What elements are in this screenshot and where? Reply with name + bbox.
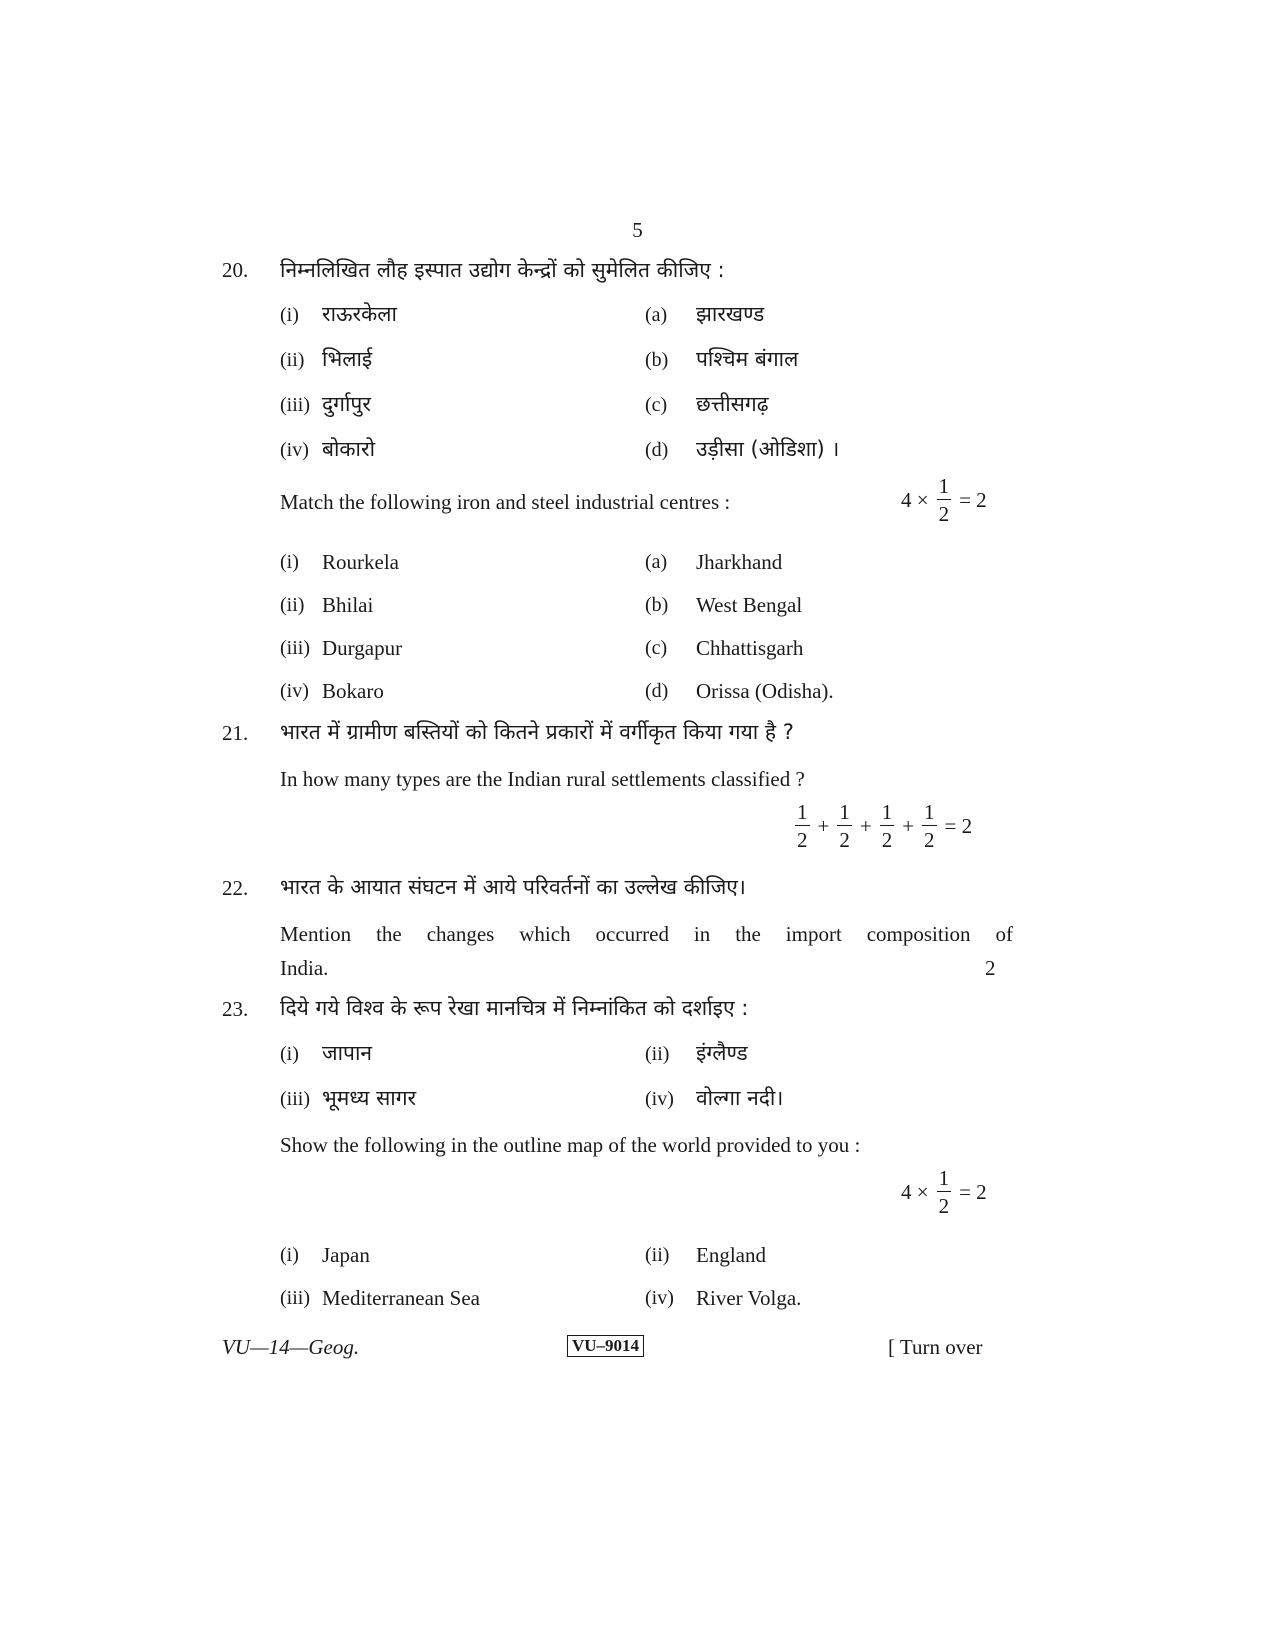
question-22-number: 22. [222,876,249,900]
option-label: (c) [645,394,668,416]
option-text: झारखण्ड [696,302,765,326]
option-label: (ii) [645,1043,670,1065]
option-label: (a) [645,304,668,326]
option-label: (ii) [280,349,305,371]
option-text: Jharkhand [696,550,783,574]
option-label: (b) [645,349,669,371]
option-label: (b) [645,594,669,616]
option-label: (i) [280,1244,299,1266]
page-number: 5 [632,218,643,242]
option-label: (c) [645,637,668,659]
marks-fraction: $\frac{1}{2}$ [938,474,950,526]
option-text: छत्तीसगढ़ [696,392,769,416]
option-text: Japan [322,1243,370,1267]
option-text: Orissa (Odisha). [696,679,834,703]
question-22-marks: 2 [985,956,996,980]
option-label: (iv) [280,680,309,702]
option-text: इंग्लैण्ड [696,1041,748,1065]
option-text: River Volga. [696,1286,802,1310]
option-text: बोकारो [322,437,376,461]
option-label: (iii) [280,1088,310,1110]
option-text: West Bengal [696,593,803,617]
marks-plus: + [817,814,830,838]
option-label: (ii) [645,1244,670,1266]
question-23-marks [901,1168,987,1217]
question-21-number: 21. [222,721,249,745]
option-text: Bhilai [322,593,374,617]
footer-paper-code: VU–9014 [567,1335,644,1357]
question-23-english: Show the following in the outline map of the world provided to you : [280,1133,861,1157]
option-text: Bokaro [322,679,384,703]
option-label: (iv) [645,1088,674,1110]
question-23-hindi: दिये गये विश्व के रूप रेखा मानचित्र में निम्नांकित को दर्शाइए : [280,996,749,1020]
marks-fraction: $\frac{1}{2}$ [924,800,935,852]
marks-total: = 2 [959,1180,987,1204]
option-text: दुर्गापुर [322,392,371,416]
option-text: वोल्गा नदी। [696,1086,784,1110]
option-label: (iii) [280,1287,310,1309]
question-20-hindi: निम्नलिखित लौह इस्पात उद्योग केन्द्रों को सुमेलित कीजिए : [280,258,725,282]
marks-plus: + [859,814,872,838]
option-label: (i) [280,1043,299,1065]
question-22-hindi: भारत के आयात संघटन में आये परिवर्तनों का उल्लेख कीजिए। [280,875,746,899]
option-label: (ii) [280,594,305,616]
option-text: Rourkela [322,550,399,574]
option-label: (i) [280,304,299,326]
question-20-english: Match the following iron and steel industrial centres : [280,490,731,514]
option-label: (iii) [280,394,310,416]
marks-fraction: $\frac{1}{2}$ [839,800,850,852]
question-21-marks [795,802,972,851]
option-text: England [696,1243,766,1267]
question-20-marks [901,476,987,525]
option-label: (iii) [280,637,310,659]
option-text: भूमध्य सागर [322,1086,417,1110]
question-22-english-line1: Mention the changes which occurred in the import composition of [280,922,1013,946]
option-label: (d) [645,680,669,702]
footer-turn-over: [ Turn over [888,1335,983,1359]
option-text: Durgapur [322,636,403,660]
marks-total: = 2 [944,814,973,838]
question-23-number: 23. [222,997,249,1021]
option-text: राऊरकेला [322,302,397,326]
option-label: (a) [645,551,668,573]
option-text: उड़ीसा (ओडिशा) । [696,437,840,461]
question-21-hindi: भारत में ग्रामीण बस्तियों को कितने प्रकारों में वर्गीकृत किया गया है ? [280,720,794,744]
option-text: भिलाई [322,347,373,371]
marks-multiplier: 4 × [901,488,929,512]
question-22-english-line2: India. [280,956,329,980]
option-text: जापान [322,1041,373,1065]
option-label: (i) [280,551,299,573]
option-text: Chhattisgarh [696,636,804,660]
option-label: (d) [645,439,669,461]
marks-total: = 2 [959,488,987,512]
option-label: (iv) [645,1287,674,1309]
marks-fraction: $\frac{1}{2}$ [881,800,893,852]
footer-subject-code: VU—14—Geog. [222,1335,360,1359]
question-21-english: In how many types are the Indian rural settlements classified ? [280,767,805,791]
marks-fraction: $\frac{1}{2}$ [938,1166,950,1218]
marks-multiplier: 4 × [901,1180,929,1204]
question-20-number: 20. [222,258,249,282]
option-text: Mediterranean Sea [322,1286,481,1310]
marks-fraction: $\frac{1}{2}$ [797,800,808,852]
option-label: (iv) [280,439,309,461]
marks-plus: + [902,814,915,838]
option-text: पश्चिम बंगाल [696,347,799,371]
